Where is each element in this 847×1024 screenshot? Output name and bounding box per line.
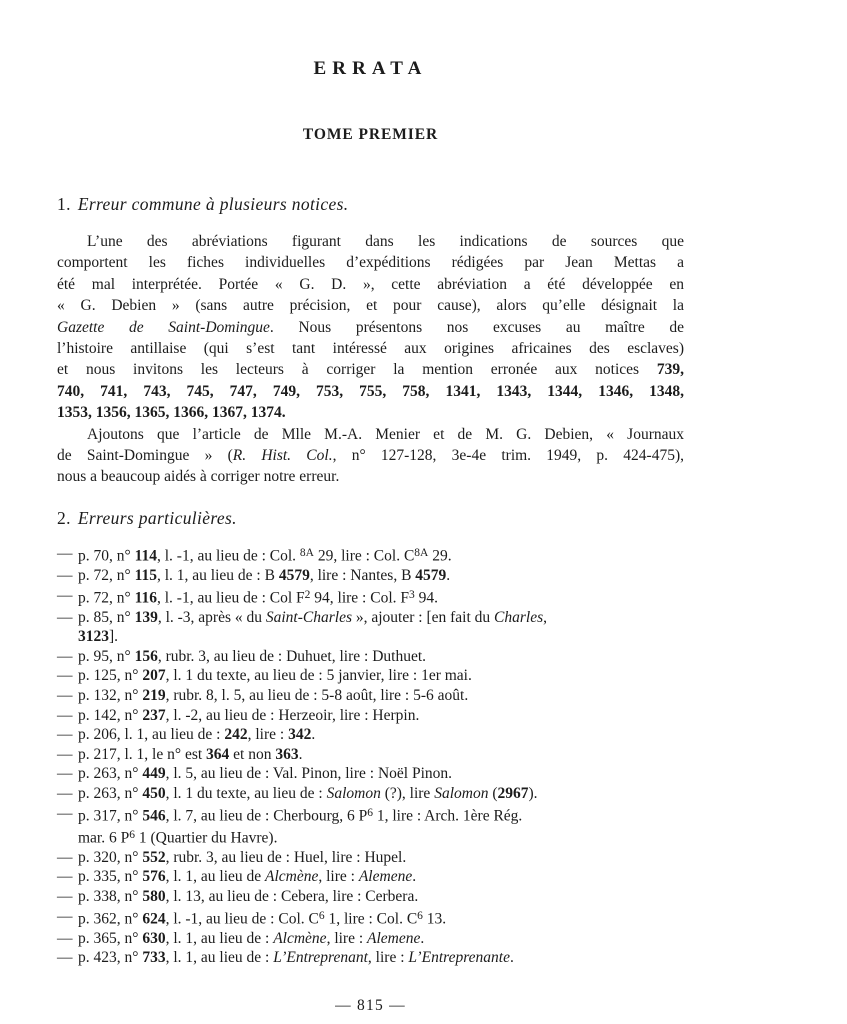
item-dash: — <box>57 804 73 822</box>
item-dash: — <box>57 687 73 705</box>
paragraph-line <box>57 231 684 252</box>
text-segment: 2967 <box>497 785 529 802</box>
text-segment: et non <box>229 745 276 763</box>
text-segment: et nous invitons les lecteurs à corriger la mention erronée aux notices <box>57 361 657 379</box>
text-segment: p. 95, n° <box>78 647 135 665</box>
item-text <box>78 666 737 686</box>
text-segment: ]. <box>109 628 119 646</box>
paragraph-line <box>57 274 684 295</box>
text-segment: 363 <box>275 745 299 763</box>
item-text <box>78 745 737 765</box>
paragraph-line <box>57 466 684 487</box>
text-segment: L’une des abréviations figurant dans les indications de sources que <box>87 233 684 250</box>
text-segment: 29. <box>428 547 452 565</box>
text-segment: de Saint-Domingue » ( <box>57 447 233 465</box>
paragraph-line <box>57 317 684 338</box>
section-1-number: 1. <box>57 194 71 214</box>
text-segment: p. 335, n° <box>78 868 143 886</box>
text-segment: p. 132, n° <box>78 687 143 705</box>
text-segment: , lire : <box>247 726 289 744</box>
item-dash: — <box>57 848 73 866</box>
text-segment: comportent les fiches individuelles d’expéditions rédigées par Jean Mettas a <box>57 254 684 272</box>
section-1-heading <box>57 193 847 216</box>
text-segment: p. 125, n° <box>78 667 143 685</box>
text-segment: , l. 7, au lieu de : Cherbourg, 6 P <box>165 807 368 825</box>
text-segment: , l. 1, au lieu de : B <box>156 566 279 584</box>
item-text <box>78 725 737 745</box>
text-segment: été mal interprétée. Portée « G. D. », cette abréviation a été développée en <box>57 275 684 293</box>
text-segment: 29, lire : Col. C <box>313 547 415 565</box>
item-text <box>78 848 737 868</box>
text-segment: . <box>311 726 316 744</box>
paragraph-line <box>57 252 684 273</box>
text-segment: « G. Debien » (sans autre précision, et pour cause), alors qu’elle désignait la <box>57 297 684 315</box>
item-dash: — <box>57 586 73 604</box>
text-segment: Salomon <box>434 785 489 802</box>
item-dash: — <box>57 667 73 685</box>
item-text <box>78 586 737 608</box>
text-segment: Alemene <box>358 868 413 886</box>
paragraph-line <box>57 359 684 380</box>
text-segment: 115 <box>134 566 157 584</box>
item-dash: — <box>57 706 73 724</box>
section-1-title: Erreur commune à plusieurs notices. <box>77 194 349 214</box>
item-dash: — <box>57 647 73 665</box>
text-segment: L’Entreprenant <box>273 949 368 967</box>
section-2-title: Erreurs particulières. <box>77 507 237 528</box>
item-text <box>78 647 737 667</box>
text-segment: , rubr. 3, au lieu de : Huel, lire : Hupel. <box>165 848 407 866</box>
item-dash: — <box>57 544 73 562</box>
item-text <box>78 764 737 784</box>
text-segment: 733 <box>142 949 166 967</box>
text-segment: Alcmène <box>265 868 319 886</box>
text-segment: , l. 1, au lieu de <box>165 868 266 886</box>
item-text <box>78 804 737 848</box>
text-segment: p. 338, n° <box>78 887 143 905</box>
text-segment: 1, lire : Col. C <box>324 910 418 928</box>
text-segment: 6 <box>367 806 373 819</box>
text-segment: . <box>446 566 451 584</box>
text-segment: 3 <box>409 588 415 601</box>
text-segment: p. 206, l. 1, au lieu de : <box>78 726 225 744</box>
text-segment: , lire : <box>326 929 368 947</box>
text-segment: p. 142, n° <box>78 706 143 724</box>
text-segment: 449 <box>142 765 166 783</box>
text-segment: 739, <box>656 361 684 379</box>
text-segment: ). <box>528 785 538 802</box>
text-segment: 552 <box>142 848 166 866</box>
errata-item <box>57 887 737 907</box>
errata-item <box>57 745 737 765</box>
item-text <box>78 566 737 586</box>
errata-item <box>57 725 737 745</box>
text-segment: p. 72, n° <box>78 589 135 607</box>
text-segment: 450 <box>142 785 166 802</box>
item-dash: — <box>57 765 73 783</box>
paragraph-line <box>57 295 684 316</box>
text-segment: Alemene <box>367 929 421 947</box>
text-segment: 1353, 1356, 1365, 1366, 1367, 1374. <box>57 404 286 422</box>
text-segment: », ajouter : [en fait du <box>352 608 495 626</box>
errata-item <box>57 686 737 706</box>
tome-subtitle: TOME PREMIER <box>302 126 439 143</box>
item-text <box>78 544 737 566</box>
text-segment: . <box>509 949 514 967</box>
text-segment: 342 <box>288 726 312 744</box>
errata-item <box>57 666 737 686</box>
errata-item <box>57 608 737 647</box>
text-segment: 8A <box>299 546 314 559</box>
text-segment: 1, lire : Arch. 1ère Rég. <box>372 807 523 825</box>
text-segment: p. 423, n° <box>78 949 143 967</box>
section-2-heading <box>57 507 847 530</box>
text-segment: p. 317, n° <box>78 807 143 825</box>
text-segment: . <box>412 868 417 886</box>
item-dash: — <box>57 726 73 744</box>
errata-item <box>57 929 737 949</box>
text-segment: p. 217, l. 1, le n° est <box>78 745 207 763</box>
item-text <box>78 948 737 968</box>
errata-item <box>57 544 737 566</box>
item-dash: — <box>57 868 73 886</box>
item-dash: — <box>57 929 73 947</box>
text-segment: 242 <box>224 726 248 744</box>
text-segment: 139 <box>134 608 158 626</box>
text-segment: 546 <box>142 807 166 825</box>
text-segment: Saint-Charles <box>265 608 352 626</box>
text-segment: l’histoire antillaise (qui s’est tant intéressé aux origines africaines des esclaves) <box>57 340 684 358</box>
text-segment: p. 85, n° <box>78 608 135 626</box>
text-segment: (?), lire <box>380 785 435 802</box>
text-segment: 580 <box>142 887 166 905</box>
text-segment: , lire : <box>367 949 409 967</box>
text-segment: , lire : <box>318 868 359 886</box>
text-segment: , l. -1, au lieu de : Col F <box>156 589 305 607</box>
text-segment: mar. 6 P <box>78 829 130 847</box>
item-text <box>78 784 737 804</box>
errata-list <box>57 544 737 968</box>
page-number: — 815 — <box>335 996 406 1014</box>
page-title: ERRATA <box>313 58 428 79</box>
text-segment: nous a beaucoup aidés à corriger notre erreur. <box>57 468 340 486</box>
item-dash: — <box>57 566 73 584</box>
text-segment: 13. <box>422 910 447 928</box>
text-segment: L’Entreprenante <box>408 949 510 967</box>
item-text <box>78 706 737 726</box>
text-segment: p. 70, n° <box>78 547 135 565</box>
errata-item <box>57 848 737 868</box>
text-segment: R. Hist. Col. <box>232 447 333 465</box>
item-text <box>78 867 737 887</box>
section-1-body <box>57 231 684 488</box>
text-segment: , n° 127-128, 3e-4e trim. 1949, p. 424-475), <box>332 447 684 465</box>
text-segment: 630 <box>142 929 166 947</box>
paragraph-line <box>57 338 684 359</box>
item-text <box>78 929 737 949</box>
item-dash: — <box>57 887 73 905</box>
paragraph <box>57 424 684 488</box>
text-segment: 3123 <box>78 628 109 646</box>
text-segment: , <box>543 608 548 626</box>
text-segment: 624 <box>142 910 166 928</box>
text-segment: 1 (Quartier du Havre). <box>135 829 278 847</box>
text-segment: 6 <box>417 909 423 922</box>
text-segment: 94, lire : Col. F <box>310 589 410 607</box>
text-segment: 6 <box>318 909 325 922</box>
errata-item <box>57 867 737 887</box>
text-segment: p. 263, n° <box>78 765 143 783</box>
text-segment: Charles <box>494 608 544 626</box>
item-text <box>78 887 737 907</box>
text-segment: 740, 741, 743, 745, 747, 749, 753, 755, 758, 1341, 1343, 1344, 1346, 1348, <box>57 382 684 400</box>
text-segment: 364 <box>206 745 230 763</box>
text-segment: , l. -3, après « du <box>157 608 266 626</box>
item-text <box>78 608 737 647</box>
text-segment: . <box>420 929 425 947</box>
text-segment: 4579 <box>415 566 447 584</box>
item-dash: — <box>57 949 73 967</box>
errata-item <box>57 706 737 726</box>
errata-item <box>57 948 737 968</box>
item-dash: — <box>57 745 73 763</box>
errata-item <box>57 566 737 586</box>
errata-item <box>57 647 737 667</box>
text-segment: 219 <box>142 687 166 705</box>
text-segment: , l. 5, au lieu de : Val. Pinon, lire : Noël Pinon. <box>165 765 453 783</box>
text-segment: , l. 1, au lieu de : <box>165 949 274 967</box>
text-segment: , l. 1 du texte, au lieu de : 5 janvier, lire : 1er mai. <box>165 667 472 685</box>
paragraph-line <box>57 381 684 402</box>
text-segment: Salomon <box>326 785 381 802</box>
text-segment: 6 <box>129 828 135 841</box>
item-dash: — <box>57 907 73 925</box>
text-segment: Ajoutons que l’article de Mlle M.-A. Menier et de M. G. Debien, « Journaux <box>87 425 684 443</box>
text-segment: Alcmène <box>273 929 327 947</box>
text-segment: p. 362, n° <box>78 910 143 928</box>
text-segment: , l. -1, au lieu de : Col. C <box>165 910 319 928</box>
text-segment: p. 72, n° <box>78 566 135 584</box>
errata-item <box>57 804 737 848</box>
text-segment: , lire : Nantes, B <box>309 566 416 584</box>
text-segment: p. 365, n° <box>78 929 143 947</box>
paragraph-line <box>57 445 684 466</box>
text-segment: 237 <box>142 706 166 724</box>
item-text <box>78 686 737 706</box>
item-dash: — <box>57 785 73 802</box>
text-segment: 576 <box>142 868 166 886</box>
text-segment: p. 320, n° <box>78 848 143 866</box>
paragraph-line <box>57 402 684 423</box>
text-segment: , l. -1, au lieu de : Col. <box>156 547 300 565</box>
item-dash: — <box>57 608 73 626</box>
text-segment: ( <box>488 785 498 802</box>
text-segment: . <box>298 745 303 763</box>
text-segment: Gazette de Saint-Domingue <box>57 318 270 336</box>
text-segment: 4579 <box>278 566 310 584</box>
errata-item <box>57 764 737 784</box>
text-segment: 116 <box>134 589 157 607</box>
text-segment: , l. 13, au lieu de : Cebera, lire : Cerbera. <box>165 887 419 905</box>
item-text <box>78 907 737 929</box>
text-segment: 2 <box>304 588 311 601</box>
errata-item <box>57 784 737 804</box>
paragraph <box>57 231 684 424</box>
text-segment: , l. 1, au lieu de : <box>165 929 274 947</box>
section-2-number: 2. <box>57 507 71 528</box>
paragraph-line <box>57 424 684 445</box>
text-segment: 94. <box>414 589 439 607</box>
errata-item <box>57 586 737 608</box>
text-segment: 114 <box>134 547 157 565</box>
errata-item <box>57 907 737 929</box>
text-segment: 8A <box>414 546 429 559</box>
text-segment: 207 <box>142 667 166 685</box>
text-segment: , l. 1 du texte, au lieu de : <box>165 785 327 802</box>
text-segment: p. 263, n° <box>78 785 143 802</box>
text-segment: , rubr. 3, au lieu de : Duhuet, lire : Duthuet. <box>157 647 427 665</box>
text-segment: , l. -2, au lieu de : Herzeoir, lire : Herpin. <box>165 706 420 724</box>
text-segment: , rubr. 8, l. 5, au lieu de : 5-8 août, lire : 5-6 août. <box>165 687 469 705</box>
text-segment: . Nous présentons nos excuses au maître de <box>269 318 685 336</box>
text-segment: 156 <box>134 647 158 665</box>
